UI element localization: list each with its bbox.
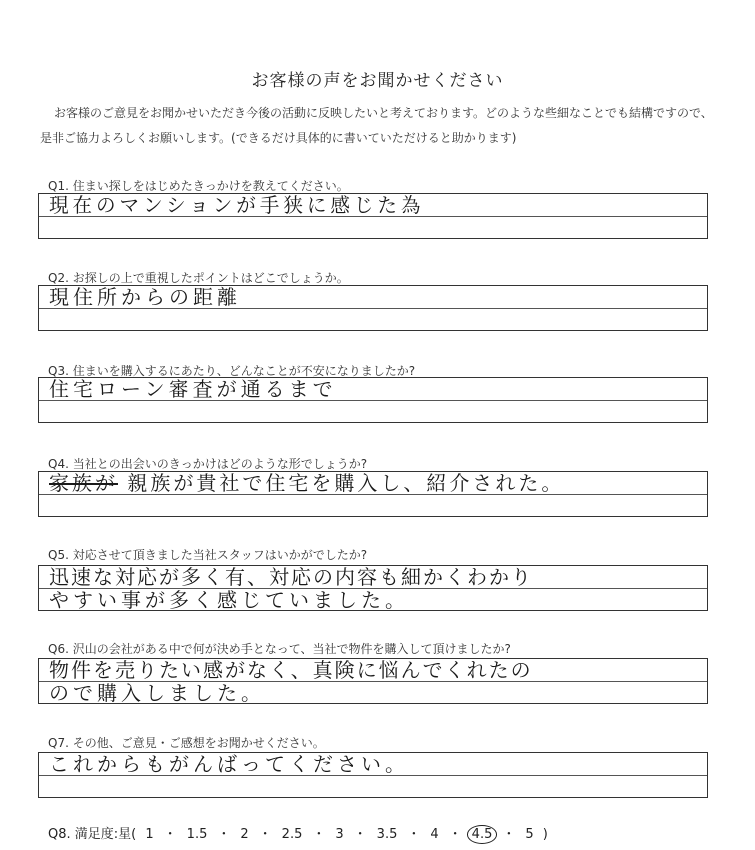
- answer-1-line-1: 現在のマンションが手狭に感じた為: [49, 193, 425, 217]
- satisfaction-rating: [48, 823, 548, 844]
- rating-label: Q8. 満足度:星(: [48, 827, 137, 842]
- answer-2-line-1: 現住所からの距離: [49, 285, 241, 309]
- rating-option[interactable]: 1.5: [186, 827, 208, 842]
- rating-separator: ・: [448, 827, 462, 842]
- answer-4-line-1: [49, 472, 564, 494]
- answer-7-line-1: これからもがんばってください。: [49, 752, 409, 776]
- question-5-label: Q5. 対応させて頂きました当社スタッフはいかがでしたか?: [48, 548, 368, 562]
- page-title: お客様の声をお聞かせください: [251, 71, 504, 91]
- rating-option[interactable]: 3.5: [376, 827, 398, 842]
- question-7-label: Q7. その他、ご意見・ご感想をお聞かせください。: [48, 736, 325, 750]
- answer-box-6: [38, 658, 708, 704]
- answer-box-1: [38, 193, 708, 239]
- answer-box-4: [38, 471, 708, 517]
- rating-options: [140, 827, 538, 842]
- answer-3-line-1: 住宅ローン審査が通るまで: [49, 377, 337, 401]
- rating-separator: ・: [258, 827, 272, 842]
- rating-option[interactable]: 2: [240, 827, 249, 842]
- rating-close: ): [542, 827, 548, 842]
- rating-option-selected[interactable]: 4.5: [467, 825, 498, 844]
- rating-separator: ・: [312, 827, 326, 842]
- answer-box-5: [38, 565, 708, 611]
- rating-separator: ・: [407, 827, 421, 842]
- answer-6-line-2: ので購入しました。: [49, 681, 265, 705]
- question-1-label: Q1. 住まい探しをはじめたきっかけを教えてください。: [48, 179, 349, 193]
- answer-5-line-1: 迅速な対応が多く有、対応の内容も細かくわかり: [49, 565, 533, 589]
- answer-box-3: [38, 377, 708, 423]
- rating-option[interactable]: 4: [430, 827, 439, 842]
- answer-box-2: [38, 285, 708, 331]
- intro-text: お客様のご意見をお聞かせいただき今後の活動に反映したいと考えております。どのような些細なことでも結構ですので、是非ご協力よろしくお願いします。(できるだけ具体的に書いていただけると助かります): [40, 106, 713, 145]
- rating-separator: ・: [163, 827, 177, 842]
- rating-separator: ・: [353, 827, 367, 842]
- rating-option[interactable]: 2.5: [281, 827, 303, 842]
- rating-separator: ・: [502, 827, 516, 842]
- answer-4-text: 親族が貴社で住宅を購入し、紹介された。: [127, 471, 565, 495]
- answer-6-line-1: 物件を売りたい感がなく、真険に悩んでくれたの: [49, 658, 533, 682]
- question-2-label: Q2. お探しの上で重視したポイントはどこでしょうか。: [48, 271, 349, 285]
- rating-option[interactable]: 1: [145, 827, 154, 842]
- question-3-label: Q3. 住まいを購入するにあたり、どんなことが不安になりましたか?: [48, 364, 416, 378]
- rating-option[interactable]: 5: [525, 827, 534, 842]
- struck-out-text: 家族が: [49, 471, 118, 495]
- question-4-label: Q4. 当社との出会いのきっかけはどのような形でしょうか?: [48, 457, 368, 471]
- rating-option[interactable]: 3: [335, 827, 344, 842]
- rating-separator: ・: [217, 827, 231, 842]
- question-6-label: Q6. 沢山の会社がある中で何が決め手となって、当社で物件を購入して頂けましたか?: [48, 642, 511, 656]
- answer-box-7: [38, 752, 708, 798]
- answer-5-line-2: やすい事が多く感じていました。: [49, 588, 409, 612]
